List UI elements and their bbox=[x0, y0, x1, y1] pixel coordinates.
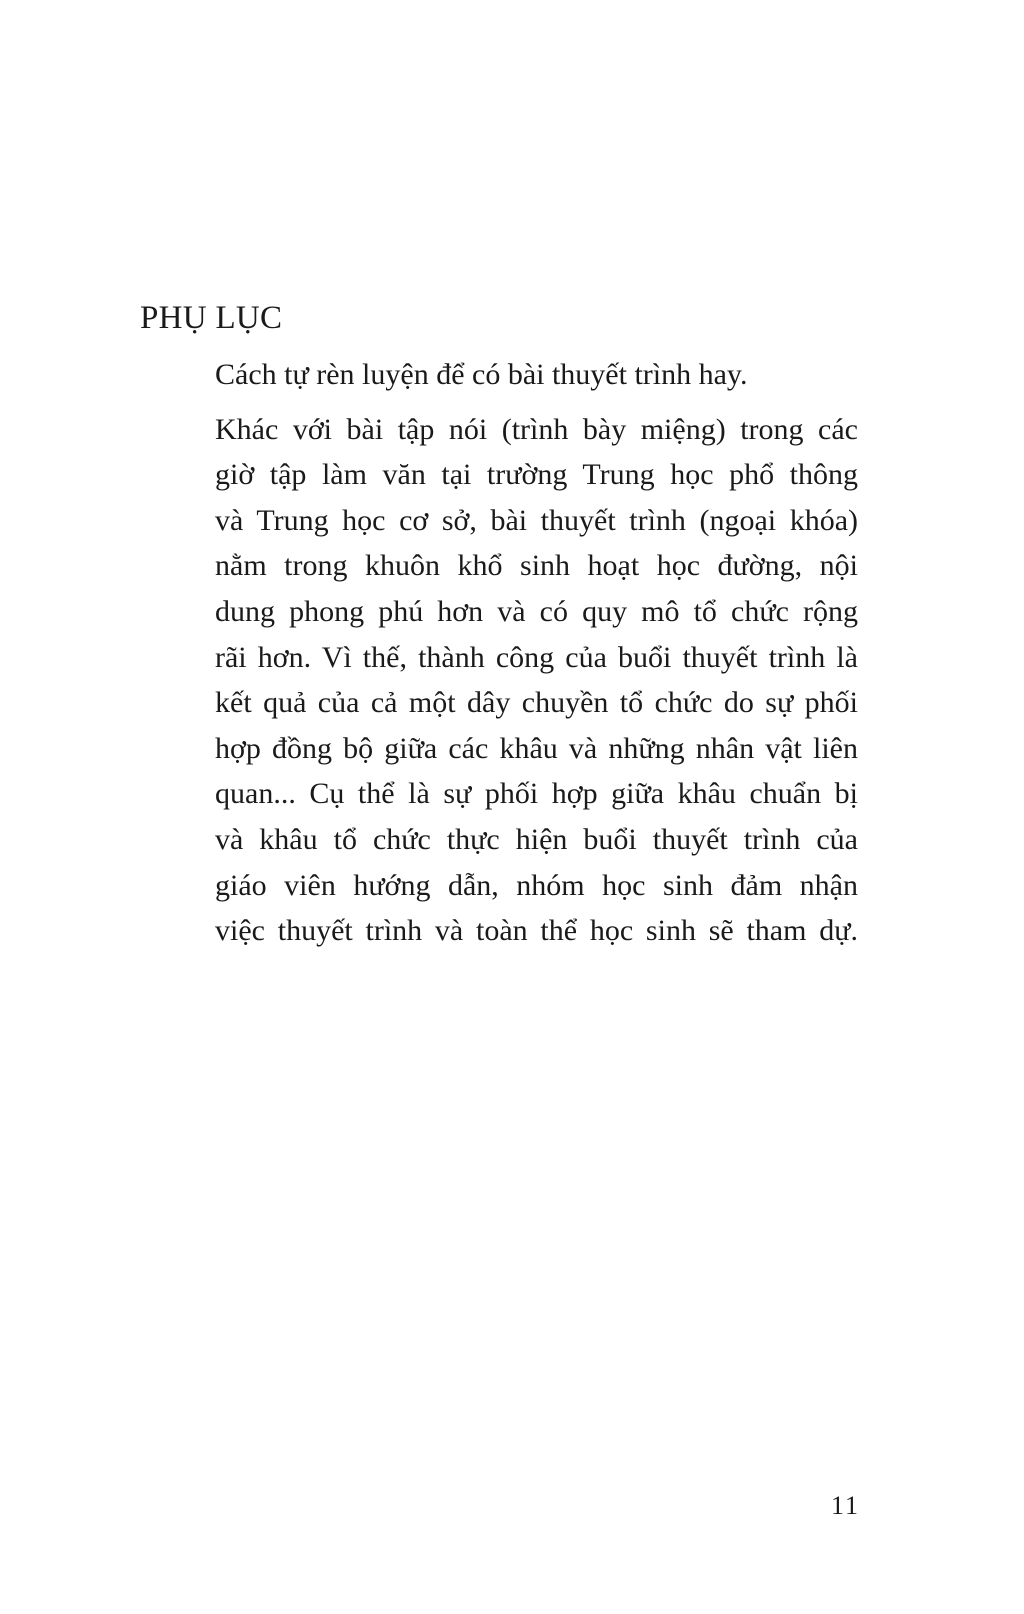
paragraph-line: dung phong phú hơn và có quy mô tổ chức rộng bbox=[215, 594, 858, 628]
paragraph-line: giáo viên hướng dẫn, nhóm học sinh đảm nhận bbox=[215, 868, 858, 902]
subtitle: Cách tự rèn luyện để có bài thuyết trình hay. bbox=[215, 358, 748, 391]
paragraph-line: và Trung học cơ sở, bài thuyết trình (ngoại khóa) bbox=[215, 503, 858, 537]
paragraph-line: nằm trong khuôn khổ sinh hoạt học đường, nội bbox=[215, 549, 858, 583]
paragraph-line: và khâu tổ chức thực hiện buổi thuyết trình của bbox=[215, 822, 858, 856]
section-title: PHỤ LỤC bbox=[140, 300, 283, 336]
paragraph bbox=[215, 407, 858, 954]
paragraph-line: rãi hơn. Vì thế, thành công của buổi thuyết trình là bbox=[215, 640, 858, 674]
paragraph-line: quan... Cụ thể là sự phối hợp giữa khâu chuẩn bị bbox=[215, 777, 858, 811]
paragraph-line: hợp đồng bộ giữa các khâu và những nhân vật liên bbox=[215, 731, 858, 765]
paragraph-line: giờ tập làm văn tại trường Trung học phổ thông bbox=[215, 458, 858, 492]
body-text bbox=[215, 352, 858, 954]
paragraph-line: Khác với bài tập nói (trình bày miệng) trong các bbox=[215, 412, 858, 446]
paragraph-line: kết quả của cả một dây chuyền tổ chức do sự phối bbox=[215, 686, 858, 720]
page-number: 11 bbox=[830, 1491, 860, 1520]
paragraph-line: việc thuyết trình và toàn thể học sinh sẽ tham dự. bbox=[215, 914, 858, 948]
